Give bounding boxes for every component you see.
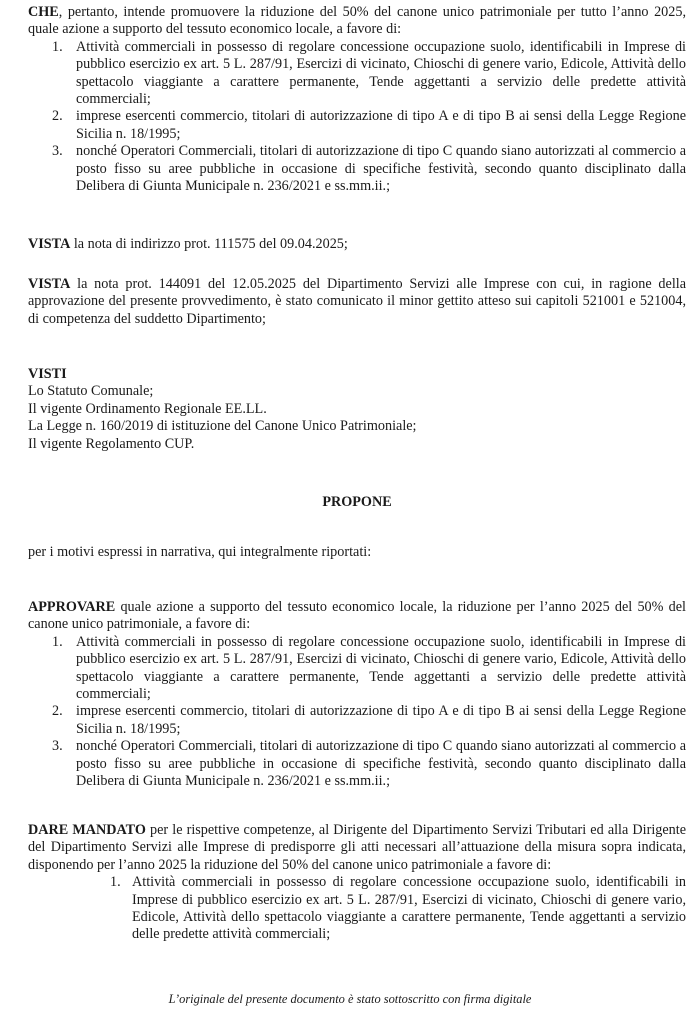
dare-mandato-section xyxy=(28,822,686,944)
list-item xyxy=(28,39,686,109)
list-item xyxy=(28,143,686,195)
visti-line: La Legge n. 160/2019 di istituzione del Canone Unico Patrimoniale; xyxy=(28,418,417,435)
che-list xyxy=(28,39,686,196)
list-number: 2. xyxy=(52,108,63,125)
list-item xyxy=(28,874,686,944)
list-number: 3. xyxy=(52,738,63,755)
dare-mandato-text: per le rispettive competenze, al Dirigente del Dipartimento Servizi Tributari ed alla Dirigente del Dipartimento Servizi alle Imprese di predisporre gli atti necessari all’attuazione della misura sopra indicata, disponendo per l’anno 2025 la riduzione del 50% del canone unico patrimoniale a favore di: xyxy=(28,822,686,873)
propone-heading: PROPONE xyxy=(322,494,392,510)
visti-section xyxy=(28,366,686,453)
dare-mandato-list xyxy=(28,874,686,944)
vista-paragraph xyxy=(28,276,686,328)
list-item xyxy=(28,703,686,738)
vista-keyword: VISTA xyxy=(28,276,71,292)
list-item-text: imprese esercenti commercio, titolari di autorizzazione di tipo A e di tipo B ai sensi della Legge Regione Sicilia n. 18/1995; xyxy=(76,108,686,142)
approvare-paragraph xyxy=(28,599,686,634)
approvare-keyword: APPROVARE xyxy=(28,599,116,615)
che-text: , pertanto, intende promuovere la riduzione del 50% del canone unico patrimoniale per tutto l’anno 2025, quale azione a supporto del tessuto economico locale, a favore di: xyxy=(28,4,686,38)
list-item-text: Attività commerciali in possesso di regolare concessione occupazione suolo, identificabili in Imprese di pubblico esercizio ex art. 5 L. 287/91, Esercizi di vicinato, Chioschi di genere vario, Edicole, Attività dello spettacolo viaggiante a carattere permanente, Tende aggettanti a servizio delle predette attività commerciali; xyxy=(76,38,686,108)
propone-heading-block xyxy=(28,494,686,511)
list-item xyxy=(28,108,686,143)
list-number: 3. xyxy=(52,143,63,160)
dare-mandato-keyword: DARE MANDATO xyxy=(28,822,146,838)
visti-line: Il vigente Regolamento CUP. xyxy=(28,435,195,452)
list-item-text: nonché Operatori Commerciali, titolari di autorizzazione di tipo C quando siano autorizzati al commercio a posto fisso su aree pubbliche in occasione di specifiche festività, secondo quanto disciplinato dalla Delibera di Giunta Municipale n. 236/2021 e ss.mm.ii.; xyxy=(76,738,686,790)
vista-paragraph xyxy=(28,236,686,253)
list-item-text: nonché Operatori Commerciali, titolari di autorizzazione di tipo C quando siano autorizzati al commercio a posto fisso su aree pubbliche in occasione di specifiche festività, secondo quanto disciplinato dalla Delibera di Giunta Municipale n. 236/2021 e ss.mm.ii.; xyxy=(76,143,686,195)
vista-text: la nota prot. 144091 del 12.05.2025 del Dipartimento Servizi alle Imprese con cui, in ragione della approvazione del presente provvedimento, è stato comunicato il minor gettito atteso sui capitoli 521001 e 521004, di competenza del suddetto Dipartimento; xyxy=(28,276,686,327)
vista-keyword: VISTA xyxy=(28,236,71,252)
motivi-text: per i motivi espressi in narrativa, qui integralmente riportati: xyxy=(28,544,372,560)
approvare-text: quale azione a supporto del tessuto economico locale, la riduzione per l’anno 2025 del 50% del canone unico patrimoniale, a favore di: xyxy=(28,599,686,633)
list-item-text: Attività commerciali in possesso di regolare concessione occupazione suolo, identificabili in Imprese di pubblico esercizio ex art. 5 L. 287/91, Esercizi di vicinato, Chioschi di genere vario, Edicole, Attività dello spettacolo viaggiante a carattere permanente, Tende aggettanti a servizio delle predette attività commerciali; xyxy=(76,633,686,703)
approvare-section xyxy=(28,599,686,790)
vista-text: la nota di indirizzo prot. 111575 del 09.04.2025; xyxy=(70,236,348,252)
approvare-list xyxy=(28,634,686,791)
visti-line: Lo Statuto Comunale; xyxy=(28,383,154,400)
visti-heading: VISTI xyxy=(28,366,67,382)
list-number: 1. xyxy=(52,633,63,650)
list-item xyxy=(28,634,686,704)
che-section xyxy=(28,4,686,195)
visti-line: Il vigente Ordinamento Regionale EE.LL. xyxy=(28,400,267,417)
che-keyword: CHE xyxy=(28,4,59,20)
che-paragraph xyxy=(28,4,686,39)
list-number: 2. xyxy=(52,703,63,720)
motivi-paragraph xyxy=(28,544,686,561)
list-item xyxy=(28,738,686,790)
vista-note-2 xyxy=(28,276,686,328)
list-number: 1. xyxy=(110,874,121,891)
dare-mandato-paragraph xyxy=(28,822,686,874)
list-item-text: imprese esercenti commercio, titolari di autorizzazione di tipo A e di tipo B ai sensi della Legge Regione Sicilia n. 18/1995; xyxy=(76,703,686,737)
vista-note-1 xyxy=(28,236,686,253)
list-number: 1. xyxy=(52,38,63,55)
list-item-text: Attività commerciali in possesso di regolare concessione occupazione suolo, identificabili in Imprese di pubblico esercizio ex art. 5 L. 287/91, Esercizi di vicinato, Chioschi di genere vario, Edicole, Attività dello spettacolo viaggiante a carattere permanente, Tende aggettanti a servizio delle predette attività commerciali; xyxy=(132,874,686,943)
digital-signature-footer: L’originale del presente documento è stato sottoscritto con firma digitale xyxy=(168,992,532,1006)
